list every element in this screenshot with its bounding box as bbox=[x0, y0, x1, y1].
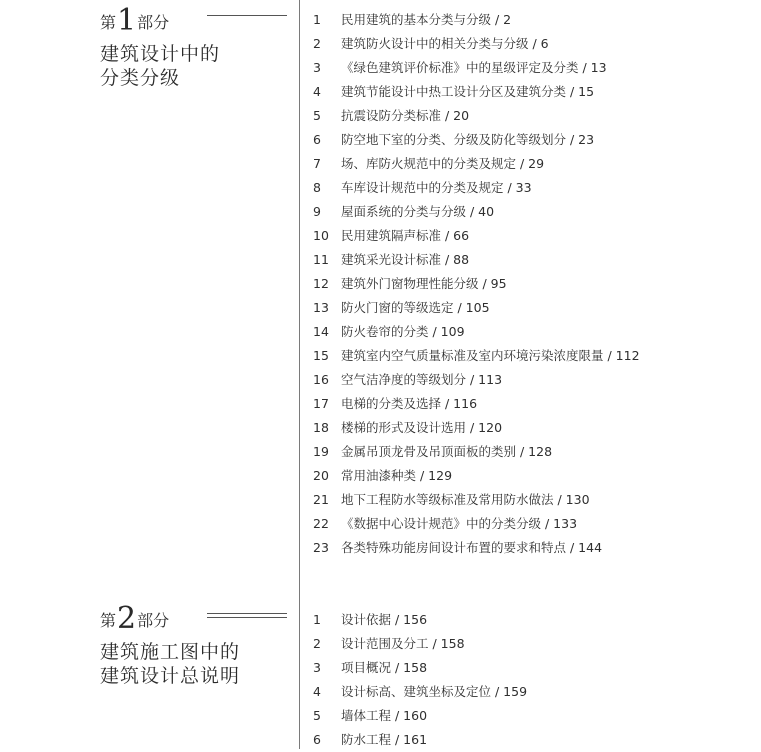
toc-entry-title: 项目概况 / 158 bbox=[341, 660, 428, 675]
part1-label-suffix: 部分 bbox=[137, 13, 170, 32]
toc-entry-number: 23 bbox=[313, 540, 329, 555]
toc-entry[interactable] bbox=[313, 272, 640, 296]
toc-entry[interactable] bbox=[313, 200, 640, 224]
toc-entry-number: 5 bbox=[313, 708, 321, 723]
toc-entry-number: 2 bbox=[313, 36, 321, 51]
toc-entry-title: 屋面系统的分类与分级 / 40 bbox=[341, 204, 495, 219]
toc-entry-title: 地下工程防水等级标准及常用防水做法 / 130 bbox=[341, 492, 590, 507]
toc-entry-title: 常用油漆种类 / 129 bbox=[341, 468, 453, 483]
part2-rule-bottom bbox=[207, 617, 287, 618]
toc-entry-title: 建筑节能设计中热工设计分区及建筑分类 / 15 bbox=[341, 84, 595, 99]
toc-entry-number: 1 bbox=[313, 12, 321, 27]
part1-title-line2: 分类分级 bbox=[100, 67, 181, 89]
toc-entry-title: 金属吊顶龙骨及吊顶面板的类别 / 128 bbox=[341, 444, 553, 459]
toc-entry-number: 11 bbox=[313, 252, 329, 267]
toc-entry-title: 防水工程 / 161 bbox=[341, 732, 428, 747]
toc-entry[interactable] bbox=[313, 32, 640, 56]
toc-entry-number: 4 bbox=[313, 684, 321, 699]
part2-title-line2: 建筑设计总说明 bbox=[100, 665, 241, 687]
toc-entry[interactable] bbox=[313, 488, 640, 512]
toc-entry-number: 3 bbox=[313, 660, 321, 675]
toc-entry-number: 12 bbox=[313, 276, 329, 291]
part2-toc bbox=[313, 608, 527, 752]
toc-entry-number: 4 bbox=[313, 84, 321, 99]
toc-entry-title: 防火卷帘的分类 / 109 bbox=[341, 324, 465, 339]
toc-entry-title: 《数据中心设计规范》中的分类分级 / 133 bbox=[341, 516, 578, 531]
toc-entry-title: 设计标高、建筑坐标及定位 / 159 bbox=[341, 684, 528, 699]
toc-entry-title: 民用建筑的基本分类与分级 / 2 bbox=[341, 12, 512, 27]
toc-entry[interactable] bbox=[313, 608, 527, 632]
part1-label-prefix: 第 bbox=[100, 13, 117, 32]
part1-header bbox=[100, 3, 221, 90]
toc-entry-number: 5 bbox=[313, 108, 321, 123]
toc-entry-number: 22 bbox=[313, 516, 329, 531]
toc-entry-title: 车库设计规范中的分类及规定 / 33 bbox=[341, 180, 532, 195]
toc-entry-number: 1 bbox=[313, 612, 321, 627]
toc-entry[interactable] bbox=[313, 728, 527, 752]
toc-entry-number: 7 bbox=[313, 156, 321, 171]
toc-entry-title: 电梯的分类及选择 / 116 bbox=[341, 396, 478, 411]
toc-entry[interactable] bbox=[313, 632, 527, 656]
toc-entry-title: 《绿色建筑评价标准》中的星级评定及分类 / 13 bbox=[341, 60, 607, 75]
toc-entry[interactable] bbox=[313, 128, 640, 152]
toc-entry-number: 18 bbox=[313, 420, 329, 435]
toc-entry-number: 15 bbox=[313, 348, 329, 363]
part2-title bbox=[100, 640, 240, 688]
toc-entry-number: 3 bbox=[313, 60, 321, 75]
toc-entry-title: 楼梯的形式及设计选用 / 120 bbox=[341, 420, 503, 435]
toc-entry[interactable] bbox=[313, 392, 640, 416]
part2-label bbox=[100, 601, 240, 636]
part1-title-line1: 建筑设计中的 bbox=[100, 43, 221, 65]
toc-entry[interactable] bbox=[313, 680, 527, 704]
vertical-divider bbox=[299, 0, 300, 749]
toc-entry[interactable] bbox=[313, 512, 640, 536]
toc-entry-title: 民用建筑隔声标准 / 66 bbox=[341, 228, 470, 243]
part2-label-prefix: 第 bbox=[100, 611, 117, 630]
toc-entry[interactable] bbox=[313, 344, 640, 368]
toc-entry[interactable] bbox=[313, 656, 527, 680]
toc-entry[interactable] bbox=[313, 368, 640, 392]
toc-entry[interactable] bbox=[313, 320, 640, 344]
toc-entry-title: 建筑室内空气质量标准及室内环境污染浓度限量 / 112 bbox=[341, 348, 640, 363]
toc-entry[interactable] bbox=[313, 80, 640, 104]
part1-label bbox=[100, 3, 220, 38]
part1-rule bbox=[207, 15, 287, 16]
part1-number: 1 bbox=[117, 3, 137, 38]
part2-number: 2 bbox=[117, 601, 137, 636]
toc-entry-number: 10 bbox=[313, 228, 329, 243]
toc-entry-number: 13 bbox=[313, 300, 329, 315]
toc-entry[interactable] bbox=[313, 704, 527, 728]
part2-label-suffix: 部分 bbox=[137, 611, 170, 630]
toc-entry[interactable] bbox=[313, 56, 640, 80]
toc-entry-number: 6 bbox=[313, 132, 321, 147]
toc-entry-title: 建筑防火设计中的相关分类与分级 / 6 bbox=[341, 36, 549, 51]
toc-entry-title: 防空地下室的分类、分级及防化等级划分 / 23 bbox=[341, 132, 595, 147]
toc-entry-number: 19 bbox=[313, 444, 329, 459]
toc-entry[interactable] bbox=[313, 464, 640, 488]
part2-rule-top bbox=[207, 613, 287, 614]
toc-entry-number: 14 bbox=[313, 324, 329, 339]
toc-entry-number: 2 bbox=[313, 636, 321, 651]
toc-entry[interactable] bbox=[313, 176, 640, 200]
toc-entry-number: 21 bbox=[313, 492, 329, 507]
toc-entry-number: 6 bbox=[313, 732, 321, 747]
toc-entry-title: 抗震设防分类标准 / 20 bbox=[341, 108, 470, 123]
toc-entry[interactable] bbox=[313, 416, 640, 440]
toc-entry-title: 建筑外门窗物理性能分级 / 95 bbox=[341, 276, 507, 291]
part2-title-line1: 建筑施工图中的 bbox=[100, 641, 241, 663]
toc-entry[interactable] bbox=[313, 104, 640, 128]
toc-entry-title: 空气洁净度的等级划分 / 113 bbox=[341, 372, 503, 387]
toc-entry[interactable] bbox=[313, 8, 640, 32]
toc-entry-number: 20 bbox=[313, 468, 329, 483]
toc-entry-title: 设计范围及分工 / 158 bbox=[341, 636, 465, 651]
toc-entry[interactable] bbox=[313, 536, 640, 560]
part1-toc bbox=[313, 8, 640, 560]
toc-entry-title: 防火门窗的等级选定 / 105 bbox=[341, 300, 490, 315]
toc-entry-number: 9 bbox=[313, 204, 321, 219]
toc-entry[interactable] bbox=[313, 152, 640, 176]
toc-entry[interactable] bbox=[313, 248, 640, 272]
toc-entry-title: 场、库防火规范中的分类及规定 / 29 bbox=[341, 156, 545, 171]
toc-entry[interactable] bbox=[313, 440, 640, 464]
toc-entry-number: 16 bbox=[313, 372, 329, 387]
toc-entry[interactable] bbox=[313, 224, 640, 248]
toc-entry-title: 设计依据 / 156 bbox=[341, 612, 428, 627]
toc-entry-number: 8 bbox=[313, 180, 321, 195]
toc-entry-number: 17 bbox=[313, 396, 329, 411]
toc-entry-title: 建筑采光设计标准 / 88 bbox=[341, 252, 470, 267]
toc-entry-title: 墙体工程 / 160 bbox=[341, 708, 428, 723]
toc-entry[interactable] bbox=[313, 296, 640, 320]
toc-entry-title: 各类特殊功能房间设计布置的要求和特点 / 144 bbox=[341, 540, 603, 555]
part1-title bbox=[100, 42, 220, 90]
